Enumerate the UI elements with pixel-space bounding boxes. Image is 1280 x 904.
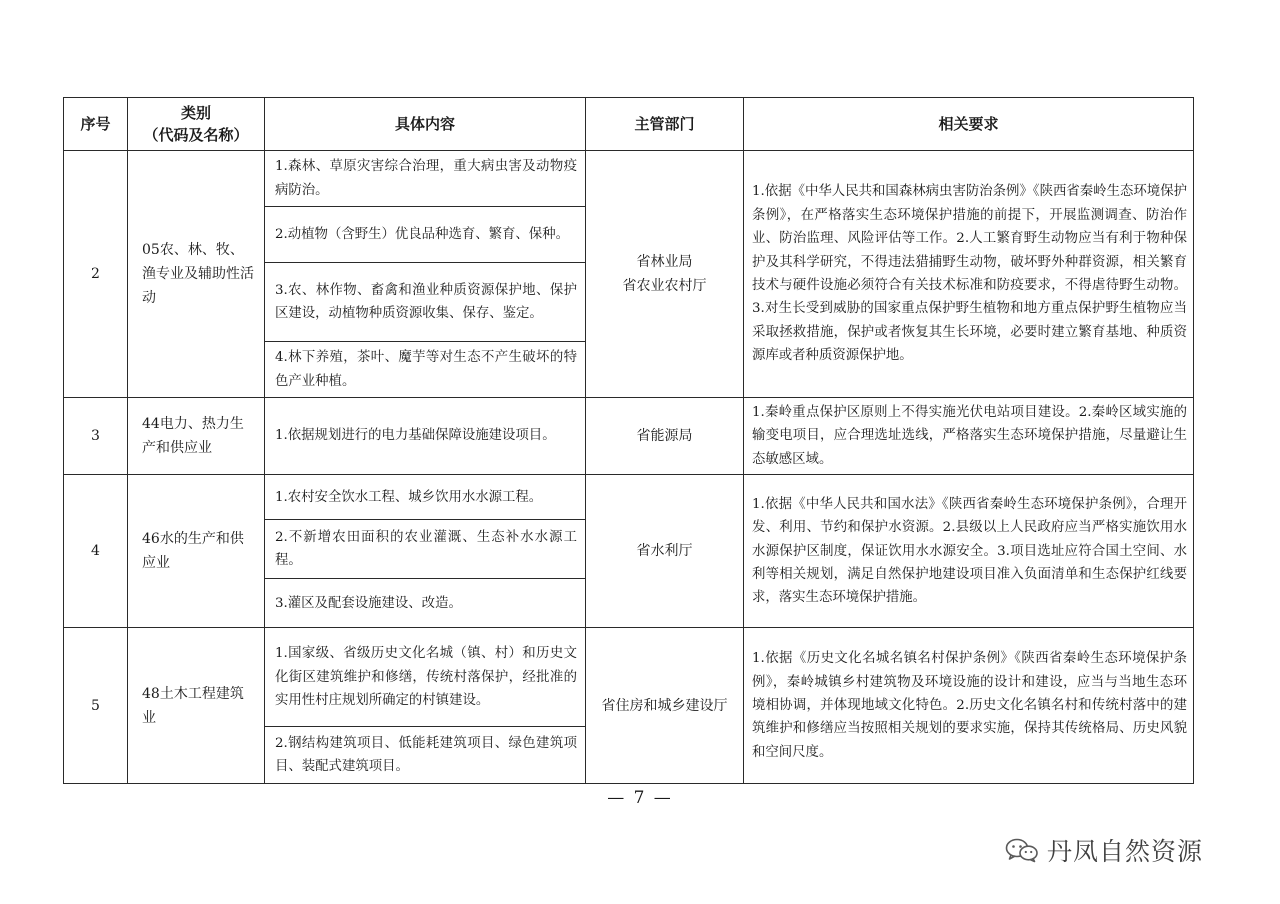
- watermark: [1005, 832, 1203, 868]
- row-seq: 3: [64, 398, 128, 475]
- row-category: 44电力、热力生产和供应业: [128, 398, 265, 475]
- row-category: 48土木工程建筑业: [128, 628, 265, 784]
- industry-catalog-table: [63, 97, 1194, 784]
- table-row: [64, 628, 1194, 727]
- row-requirements: 1.依据《中华人民共和国水法》《陕西省秦岭生态环境保护条例》，合理开发、利用、节约和保护水资源。2.县级以上人民政府应当严格实施饮用水水源保护区制度，保证饮用水水源安全。3.项目选址应符合国土空间、水利等相关规划，满足自然保护地建设项目准入负面清单和生态保护红线要求，落实生态环境保护措施。: [744, 475, 1194, 628]
- row-requirements: 1.依据《历史文化名城名镇名村保护条例》《陕西省秦岭生态环境保护条例》，秦岭城镇乡村建筑物及环境设施的设计和建设，应当与当地生态环境相协调，并体现地域文化特色。2.历史文化名镇名村和传统村落中的建筑维护和修缮应当按照相关规划的要求实施，保持其传统格局、历史风貌和空间尺度。: [744, 628, 1194, 784]
- header-content: 具体内容: [265, 98, 586, 151]
- header-requirements: 相关要求: [744, 98, 1194, 151]
- header-seq: 序号: [64, 98, 128, 151]
- table-header-row: [64, 98, 1194, 151]
- content-item: 1.农村安全饮水工程、城乡饮用水水源工程。: [265, 475, 586, 520]
- row-requirements: 1.依据《中华人民共和国森林病虫害防治条例》《陕西省秦岭生态环境保护条例》，在严格落实生态环境保护措施的前提下，开展监测调查、防治作业、防治监理、风险评估等工作。2.人工繁育野生动物应当有利于物种保护及其科学研究，不得违法猎捕野生动物，破坏野外种群资源，相关繁育技术与硬件设施必须符合有关技术标准和防疫要求，不得虐待野生动物。3.对生长受到威胁的国家重点保护野生植物和地方重点保护野生植物应当采取拯救措施，保护或者恢复其生长环境，必要时建立繁育基地、种质资源库或者种质资源保护地。: [744, 151, 1194, 398]
- row-department: 省能源局: [586, 398, 744, 475]
- page-number: — 7 —: [607, 788, 673, 808]
- table-row: [64, 398, 1194, 475]
- content-item: 1.森林、草原灾害综合治理，重大病虫害及动物疫病防治。: [265, 151, 586, 207]
- row-department: 省水利厅: [586, 475, 744, 628]
- watermark-text: 丹凤自然资源: [1047, 837, 1204, 866]
- content-item: 1.依据规划进行的电力基础保障设施建设项目。: [265, 398, 586, 475]
- content-item: 2.钢结构建筑项目、低能耗建筑项目、绿色建筑项目、装配式建筑项目。: [265, 727, 586, 784]
- header-department: 主管部门: [586, 98, 744, 151]
- row-category: 05农、林、牧、渔专业及辅助性活动: [128, 151, 265, 398]
- table-row: [64, 475, 1194, 520]
- content-item: 2.动植物（含野生）优良品种选育、繁育、保种。: [265, 207, 586, 263]
- row-department: 省林业局 省农业农村厅: [586, 151, 744, 398]
- content-item: 3.灌区及配套设施建设、改造。: [265, 579, 586, 628]
- content-item: 1.国家级、省级历史文化名城（镇、村）和历史文化街区建筑维护和修缮，传统村落保护，经批准的实用性村庄规划所确定的村镇建设。: [265, 628, 586, 727]
- content-item: 3.农、林作物、畜禽和渔业种质资源保护地、保护区建设，动植物种质资源收集、保存、鉴定。: [265, 263, 586, 342]
- row-category: 46水的生产和供应业: [128, 475, 265, 628]
- table-row: [64, 151, 1194, 207]
- row-seq: 2: [64, 151, 128, 398]
- wechat-icon: [1005, 837, 1039, 863]
- row-seq: 4: [64, 475, 128, 628]
- content-item: 4.林下养殖，茶叶、魔芋等对生态不产生破坏的特色产业种植。: [265, 342, 586, 398]
- content-item: 2.不新增农田面积的农业灌溉、生态补水水源工程。: [265, 520, 586, 579]
- row-requirements: 1.秦岭重点保护区原则上不得实施光伏电站项目建设。2.秦岭区域实施的输变电项目，应合理选址选线，严格落实生态环境保护措施，尽量避让生态敏感区域。: [744, 398, 1194, 475]
- row-department: 省住房和城乡建设厅: [586, 628, 744, 784]
- header-category: 类别 （代码及名称）: [128, 98, 265, 151]
- row-seq: 5: [64, 628, 128, 784]
